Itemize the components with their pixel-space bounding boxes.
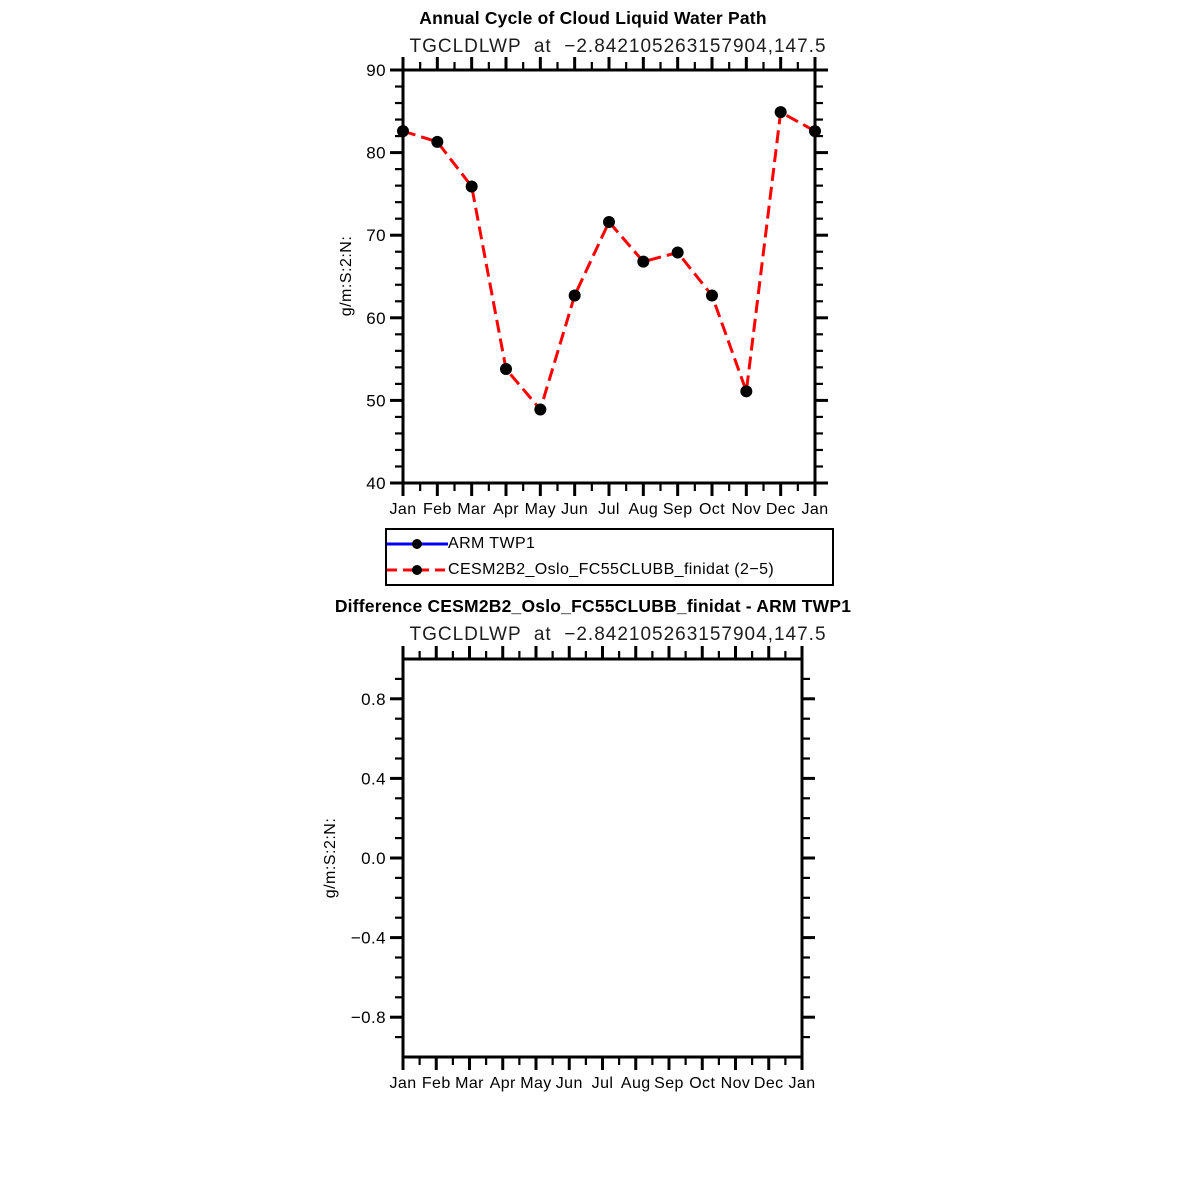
svg-text:Apr: Apr <box>492 501 520 518</box>
svg-text:Jan: Jan <box>389 1075 417 1092</box>
svg-text:Feb: Feb <box>422 501 452 518</box>
svg-text:−0.4: −0.4 <box>350 928 386 948</box>
svg-text:50: 50 <box>366 391 386 411</box>
svg-text:90: 90 <box>366 61 386 80</box>
svg-text:Sep: Sep <box>654 1075 684 1092</box>
svg-text:May: May <box>520 1075 552 1092</box>
svg-text:0.4: 0.4 <box>361 769 386 789</box>
diff-chart-subtitle: TGCLDLWP at −2.842105263157904,147.5 <box>409 624 827 645</box>
svg-text:Jan: Jan <box>389 501 417 518</box>
svg-text:Jun: Jun <box>561 501 589 518</box>
svg-text:Mar: Mar <box>457 501 487 518</box>
svg-text:Feb: Feb <box>421 1075 451 1092</box>
svg-text:Apr: Apr <box>489 1075 516 1092</box>
svg-text:Jul: Jul <box>598 501 620 518</box>
svg-text:Oct: Oct <box>698 501 726 518</box>
svg-text:Nov: Nov <box>720 1075 751 1092</box>
svg-text:0.8: 0.8 <box>361 689 386 709</box>
svg-text:Oct: Oct <box>689 1075 716 1092</box>
svg-text:Dec: Dec <box>753 1075 784 1092</box>
svg-text:70: 70 <box>366 226 386 246</box>
legend-label-cesm2b2: CESM2B2_Oslo_FC55CLUBB_finidat (2−5) <box>448 561 775 579</box>
top-chart-subtitle: TGCLDLWP at −2.842105263157904,147.5 <box>409 36 827 57</box>
svg-text:Jan: Jan <box>801 501 829 518</box>
svg-text:0.0: 0.0 <box>361 849 386 868</box>
svg-text:Jan: Jan <box>788 1075 816 1092</box>
svg-text:Sep: Sep <box>662 501 693 518</box>
svg-text:Mar: Mar <box>455 1075 484 1092</box>
svg-text:80: 80 <box>366 143 386 163</box>
svg-text:Dec: Dec <box>765 501 796 518</box>
svg-text:−0.8: −0.8 <box>350 1008 386 1028</box>
svg-text:May: May <box>524 501 557 518</box>
svg-text:Nov: Nov <box>731 501 762 518</box>
diff-chart-y-axis-label: g/m:S:2:N: <box>322 817 339 899</box>
top-chart-y-axis-label: g/m:S:2:N: <box>338 235 355 317</box>
diff-chart-title: Difference CESM2B2_Oslo_FC55CLUBB_finidat - ARM TWP1 <box>334 596 852 616</box>
legend-label-arm-twp1: ARM TWP1 <box>448 534 536 552</box>
svg-text:40: 40 <box>366 474 386 493</box>
svg-text:Aug: Aug <box>628 501 659 518</box>
top-chart-title: Annual Cycle of Cloud Liquid Water Path <box>419 8 767 28</box>
svg-text:Jul: Jul <box>591 1075 614 1092</box>
svg-text:Aug: Aug <box>620 1075 651 1092</box>
svg-text:60: 60 <box>366 308 386 328</box>
svg-text:Jun: Jun <box>555 1075 583 1092</box>
